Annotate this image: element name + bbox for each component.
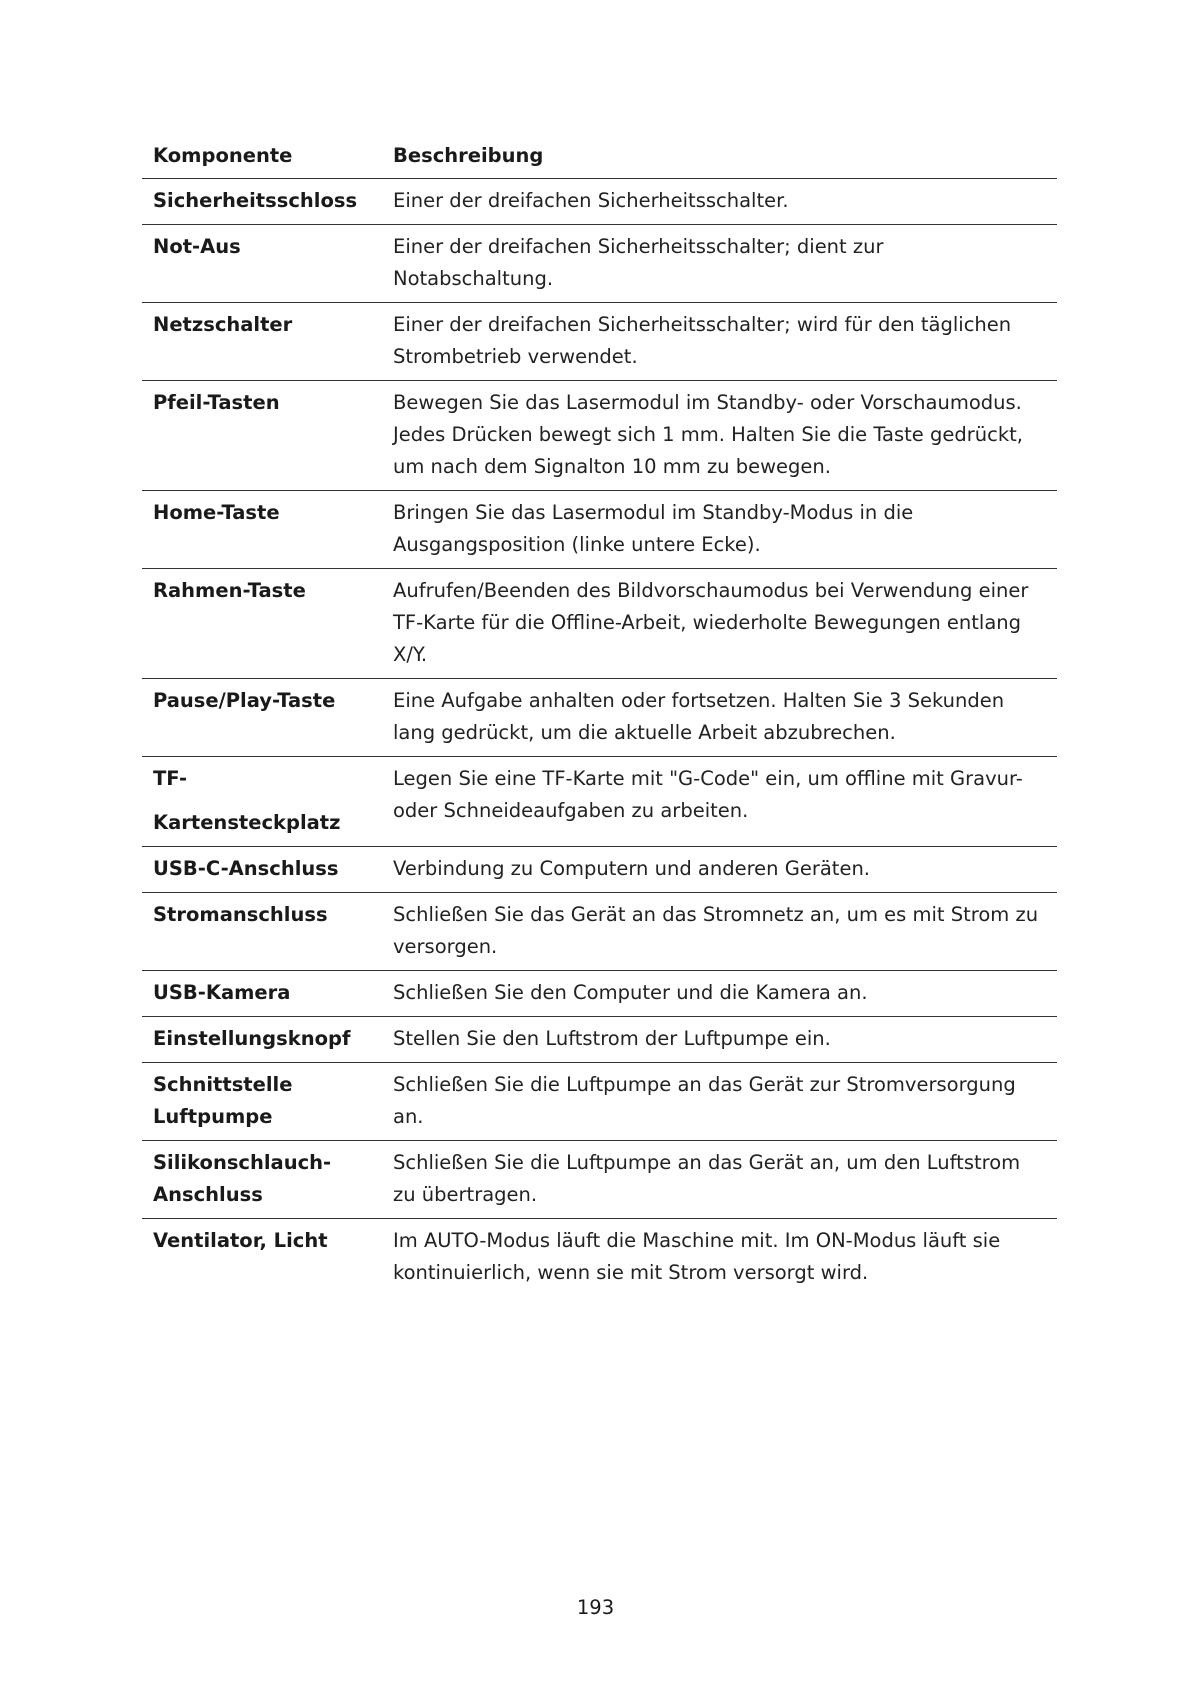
component-name: Ventilator, Licht xyxy=(153,1229,328,1252)
table-row xyxy=(142,679,1057,757)
component-description: Einer der dreifachen Sicherheitsschalter; wird für den täglichen Strombetrieb verwendet. xyxy=(393,313,1012,368)
component-description: Schließen Sie das Gerät an das Stromnetz an, um es mit Strom zu versorgen. xyxy=(393,903,1039,958)
table-row xyxy=(142,491,1057,569)
component-name xyxy=(142,757,382,847)
component-description: Verbindung zu Computern und anderen Geräten. xyxy=(393,857,871,880)
component-name: Netzschalter xyxy=(153,313,293,336)
component-description: Einer der dreifachen Sicherheitsschalter. xyxy=(393,189,789,212)
component-name: Pause/Play-Taste xyxy=(153,689,336,712)
page-number: 193 xyxy=(576,1596,615,1619)
component-name: Schnittstelle Luftpumpe xyxy=(153,1073,293,1128)
component-name: Rahmen-Taste xyxy=(153,579,306,602)
component-description: Schließen Sie die Luftpumpe an das Gerät an, um den Luftstrom zu übertragen. xyxy=(393,1151,1021,1206)
table-header-row xyxy=(142,140,1057,179)
table-row xyxy=(142,847,1057,893)
component-description: Aufrufen/Beenden des Bildvorschaumodus bei Verwendung einer TF-Karte für die Offline-Arbeit, wiederholte Bewegungen entlang X/Y. xyxy=(393,579,1029,666)
component-name: Einstellungsknopf xyxy=(153,1027,351,1050)
table-row xyxy=(142,303,1057,381)
table-row xyxy=(142,971,1057,1017)
component-description: Legen Sie eine TF-Karte mit "G-Code" ein, um offline mit Gravur- oder Schneideaufgaben zu arbeiten. xyxy=(393,767,1023,822)
component-name: USB-C-Anschluss xyxy=(153,857,339,880)
component-description: Schließen Sie die Luftpumpe an das Gerät zur Stromversorgung an. xyxy=(393,1073,1016,1128)
component-name-part: TF- xyxy=(153,767,188,790)
table-row xyxy=(142,757,1057,847)
component-description: Bewegen Sie das Lasermodul im Standby- oder Vorschaumodus. Jedes Drücken bewegt sich 1 mm. Halten Sie die Taste gedrückt, um nach dem Signalton 10 mm zu bewegen. xyxy=(393,391,1023,478)
header-component: Komponente xyxy=(142,140,382,179)
table-row xyxy=(142,1017,1057,1063)
table-row xyxy=(142,893,1057,971)
component-description: Einer der dreifachen Sicherheitsschalter; dient zur Notabschaltung. xyxy=(393,235,884,290)
table-row xyxy=(142,179,1057,225)
component-description: Eine Aufgabe anhalten oder fortsetzen. Halten Sie 3 Sekunden lang gedrückt, um die aktuelle Arbeit abzubrechen. xyxy=(393,689,1005,744)
table-row xyxy=(142,1219,1057,1297)
component-description: Schließen Sie den Computer und die Kamera an. xyxy=(393,981,868,1004)
component-name: USB-Kamera xyxy=(153,981,291,1004)
component-name: Silikonschlauch-Anschluss xyxy=(153,1151,332,1206)
component-name: Sicherheitsschloss xyxy=(153,189,358,212)
component-name: Not-Aus xyxy=(153,235,241,258)
table-row xyxy=(142,225,1057,303)
component-name: Stromanschluss xyxy=(153,903,328,926)
table-row xyxy=(142,381,1057,491)
component-name: Pfeil-Tasten xyxy=(153,391,280,414)
table-row xyxy=(142,569,1057,679)
table-row xyxy=(142,1063,1057,1141)
component-description: Bringen Sie das Lasermodul im Standby-Modus in die Ausgangsposition (linke untere Ecke). xyxy=(393,501,914,556)
component-name-part: Kartensteckplatz xyxy=(153,811,341,834)
component-name: Home-Taste xyxy=(153,501,280,524)
component-description: Stellen Sie den Luftstrom der Luftpumpe ein. xyxy=(393,1027,831,1050)
table-row xyxy=(142,1141,1057,1219)
component-table xyxy=(142,140,1057,1296)
component-description: Im AUTO-Modus läuft die Maschine mit. Im ON-Modus läuft sie kontinuierlich, wenn sie mit Strom versorgt wird. xyxy=(393,1229,1001,1284)
header-description: Beschreibung xyxy=(382,140,1057,179)
